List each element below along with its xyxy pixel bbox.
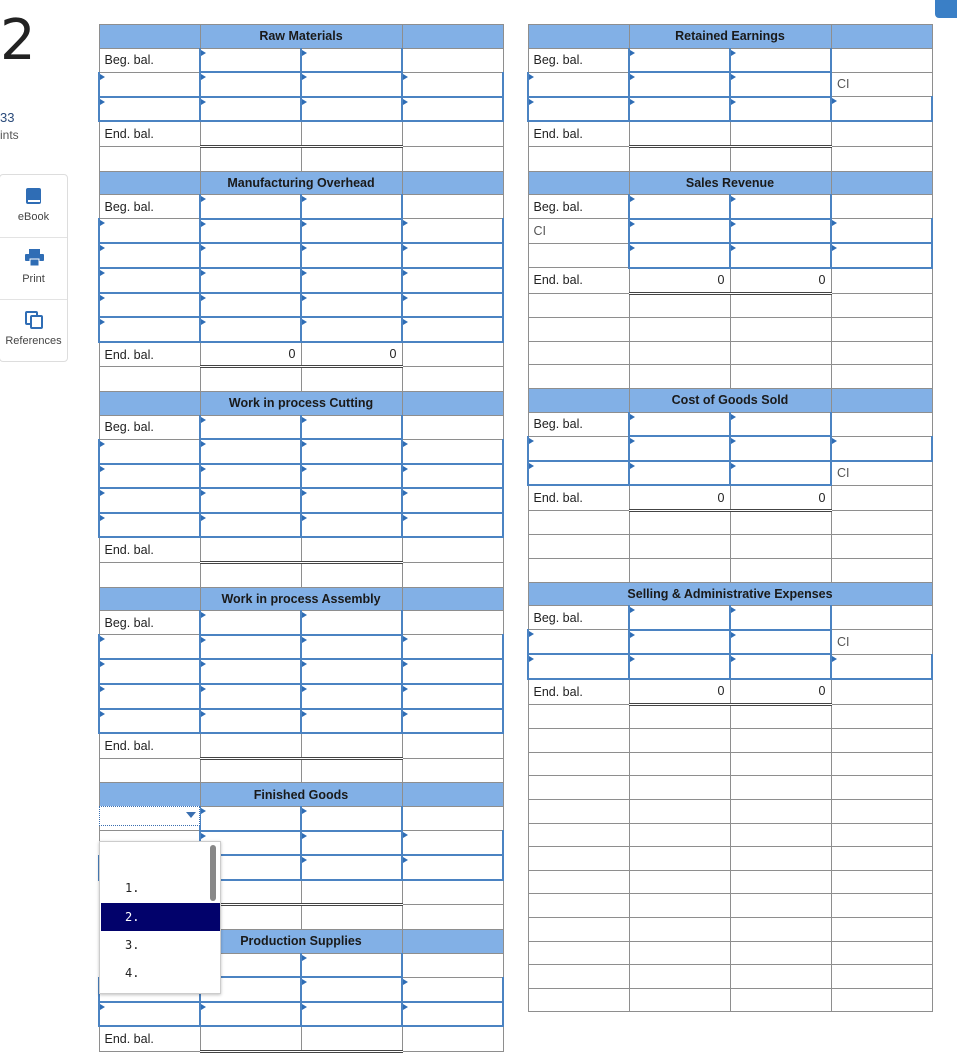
- ebook-label: eBook: [17, 211, 50, 223]
- sga-end-credit: 0: [730, 679, 831, 704]
- dropdown-option[interactable]: 1.: [125, 881, 140, 895]
- finished-goods-header: Finished Goods: [200, 783, 402, 807]
- sales-revenue-header: Sales Revenue: [629, 171, 831, 195]
- beg-bal-label: Beg. bal.: [99, 611, 200, 635]
- end-bal-label: End. bal.: [528, 268, 629, 293]
- sr-end-debit: 0: [629, 268, 730, 293]
- tools-panel: [0, 174, 68, 362]
- print-label: Print: [22, 273, 45, 285]
- beg-bal-label: Beg. bal.: [528, 606, 629, 630]
- beg-bal-label: Beg. bal.: [99, 415, 200, 439]
- points-value: 33: [0, 110, 15, 125]
- mfg-overhead-header: Manufacturing Overhead: [200, 171, 402, 195]
- ci-label: CI: [528, 219, 629, 244]
- beg-bal-label: Beg. bal.: [528, 48, 629, 72]
- cogs-end-debit: 0: [629, 485, 730, 510]
- printer-icon: [25, 249, 44, 266]
- points-label: ints: [0, 128, 19, 142]
- ebook-button[interactable]: [0, 175, 67, 238]
- book-icon: [25, 187, 42, 205]
- sga-header: Selling & Administrative Expenses: [528, 582, 932, 606]
- dropdown-option-selected[interactable]: 2.: [101, 903, 220, 931]
- t-account-right-column: [527, 24, 933, 1012]
- rm-end-credit: [301, 121, 402, 146]
- rm-entry-input[interactable]: [99, 72, 200, 97]
- mo-end-credit: 0: [301, 342, 402, 367]
- reference-dropdown-list: [99, 841, 221, 994]
- end-bal-label: End. bal.: [528, 679, 629, 704]
- wip-assembly-header: Work in process Assembly: [200, 587, 402, 611]
- print-button[interactable]: [0, 237, 67, 300]
- rm-beg-credit-input[interactable]: [301, 48, 402, 72]
- sga-end-debit: 0: [629, 679, 730, 704]
- next-button[interactable]: [935, 0, 957, 18]
- end-bal-label: End. bal.: [528, 485, 629, 510]
- end-bal-label: End. bal.: [99, 537, 200, 562]
- end-bal-label: End. bal.: [99, 1026, 200, 1051]
- ci-label: CI: [831, 630, 932, 655]
- rm-beg-debit-input[interactable]: [200, 48, 301, 72]
- retained-earnings-header: Retained Earnings: [629, 25, 831, 49]
- raw-materials-header: Raw Materials: [200, 25, 402, 49]
- chevron-down-icon: [186, 812, 196, 818]
- references-label: References: [5, 335, 62, 347]
- copy-icon: [25, 311, 43, 329]
- dropdown-option[interactable]: 3.: [125, 938, 140, 952]
- end-bal-label: End. bal.: [99, 342, 200, 367]
- end-bal-label: End. bal.: [99, 121, 200, 146]
- references-button[interactable]: [0, 299, 67, 361]
- cogs-end-credit: 0: [730, 485, 831, 510]
- dropdown-option-blank[interactable]: [101, 844, 220, 872]
- question-number: 2: [0, 8, 36, 73]
- beg-bal-label: Beg. bal.: [528, 412, 629, 436]
- production-supplies-header: Production Supplies: [200, 929, 402, 953]
- rm-end-debit: [200, 121, 301, 146]
- beg-bal-label: Beg. bal.: [99, 195, 200, 219]
- mo-end-debit: 0: [200, 342, 301, 367]
- reference-select[interactable]: [99, 806, 200, 826]
- wip-cutting-header: Work in process Cutting: [200, 391, 402, 415]
- beg-bal-label: Beg. bal.: [528, 195, 629, 219]
- dropdown-option[interactable]: 4.: [125, 966, 140, 980]
- beg-bal-label: Beg. bal.: [99, 48, 200, 72]
- cogs-header: Cost of Goods Sold: [629, 388, 831, 412]
- ci-label: CI: [831, 461, 932, 486]
- ci-label: CI: [831, 72, 932, 97]
- end-bal-label: End. bal.: [99, 733, 200, 758]
- sr-end-credit: 0: [730, 268, 831, 293]
- end-bal-label: End. bal.: [528, 121, 629, 146]
